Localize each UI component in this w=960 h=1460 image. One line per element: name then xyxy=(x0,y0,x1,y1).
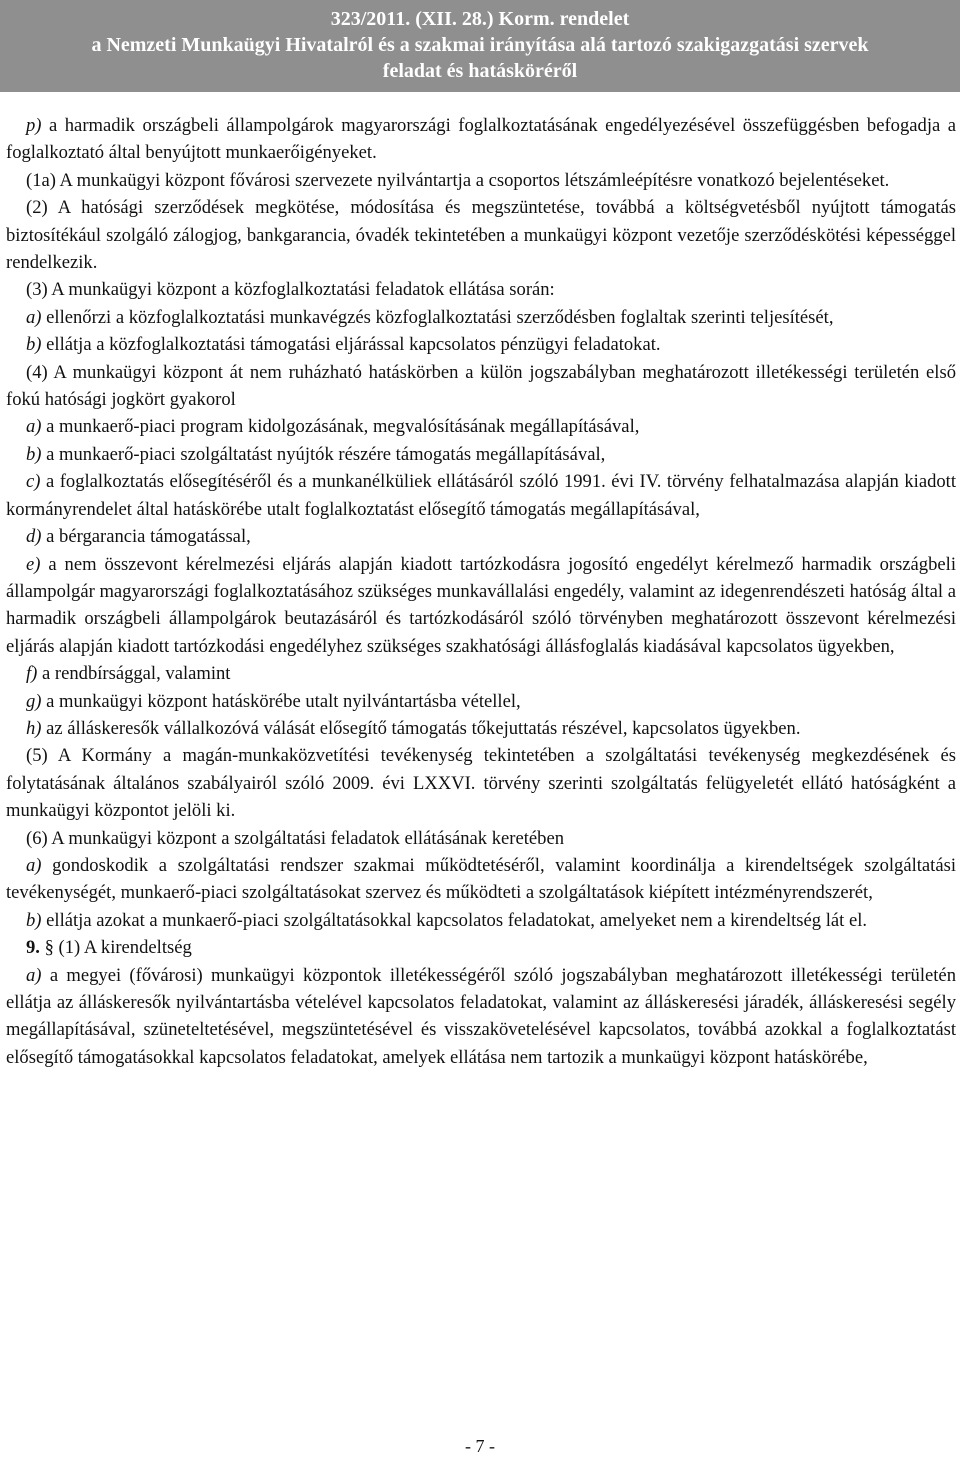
paragraph-4h: h) az álláskeresők vállalkozóvá válását elősegítő támogatás tőkejuttatás részével, kapcsolatos ügyekben. xyxy=(26,717,801,739)
paragraph-4f: f) a rendbírsággal, valamint xyxy=(26,663,231,685)
section-9a: a) a megyei (fővárosi) munkaügyi központok illetékességéről szóló jogszabályban meghatározott illetékességi területén ellátja az álláskeresők nyilvántartásba vételével kapcsolatos feladatokat, valamint az álláskeresési járadék, álláskeresési segély megállapításával, szüneteltetésével, megszüntetésével és visszakövetelésével kapcsolatos, továbbá azokkal a foglalkoztatást elősegítő támogatásokkal kapcsolatos feladatokat, amelyek ellátása nem tartozik a munkaügyi központ hatáskörébe, xyxy=(6,964,956,1068)
paragraph-4b: b) a munkaerő-piaci szolgáltatást nyújtók részére támogatás megállapításával, xyxy=(26,443,606,465)
paragraph-p: p) a harmadik országbeli állampolgárok magyarországi foglalkoztatásának engedélyezésével összefüggésben befogadja a foglalkoztató által benyújtott munkaerőigényeket. xyxy=(6,115,956,164)
header-title: 323/2011. (XII. 28.) Korm. rendelet xyxy=(330,8,630,30)
document-header xyxy=(0,0,960,92)
paragraph-5: (5) A Kormány a magán-munkaközvetítési tevékenység tekintetében a szolgáltatási tevékenység megkezdésének és folytatásának általános szabályairól szóló 2009. évi LXXVI. törvény szerinti szolgáltatás felügyeletét ellátó hatóságként a munkaügyi központot jelöli ki. xyxy=(6,745,956,822)
paragraph-1a: (1a) A munkaügyi központ fővárosi szervezete nyilvántartja a csoportos létszámleépítésre vonatkozó bejelentéseket. xyxy=(26,169,890,191)
paragraph-4: (4) A munkaügyi központ át nem ruházható hatáskörben a külön jogszabályban meghatározott illetékességi területén első fokú hatósági jogkört gyakorol xyxy=(6,361,956,411)
paragraph-4c: c) a foglalkoztatás elősegítéséről és a munkanélküliek ellátásáról szóló 1991. évi IV. törvény felhatalmazása alapján kiadott kormányrendelet által hatáskörébe utalt foglalkoztatást elősegítő támogatás megállapításával, xyxy=(6,471,956,520)
paragraph-3a: a) ellenőrzi a közfoglalkoztatási munkavégzés közfoglalkoztatási szerződésben foglaltak szerinti teljesítését, xyxy=(26,306,834,328)
header-subtitle-2: feladat és hatásköréről xyxy=(382,60,578,82)
paragraph-6b: b) ellátja azokat a munkaerő-piaci szolgáltatásokkal kapcsolatos feladatokat, amelyeket nem a kirendeltség lát el. xyxy=(26,909,868,931)
paragraph-6: (6) A munkaügyi központ a szolgáltatási feladatok ellátásának keretében xyxy=(26,827,564,849)
paragraph-4g: g) a munkaügyi központ hatáskörébe utalt nyilvántartásba vétellel, xyxy=(26,690,521,712)
paragraph-3b: b) ellátja a közfoglalkoztatási támogatási eljárással kapcsolatos pénzügyi feladatokat. xyxy=(26,334,661,356)
paragraph-6a: a) gondoskodik a szolgáltatási rendszer szakmai működtetéséről, valamint koordinálja a kirendeltségek szolgáltatási tevékenységét, munkaerő-piaci szolgáltatásokat szervez és működteti a szolgáltatások kiépített intézményrendszerét, xyxy=(6,854,956,904)
document-body xyxy=(6,112,956,1071)
page-number: - 7 - xyxy=(465,1436,495,1456)
paragraph-3: (3) A munkaügyi központ a közfoglalkoztatási feladatok ellátása során: xyxy=(26,279,555,301)
header-subtitle: a Nemzeti Munkaügyi Hivatalról és a szakmai irányítása alá tartozó szakigazgatási szervek xyxy=(91,34,869,56)
paragraph-2: (2) A hatósági szerződések megkötése, módosítása és megszüntetése, továbbá a költségvetésből nyújtott támogatás biztosítékául szolgáló zálogjog, bankgarancia, óvadék tekintetében a munkaügyi központ vezetője szerződéskötési képességgel rendelkezik. xyxy=(6,197,956,274)
section-9: 9. § (1) A kirendeltség xyxy=(26,937,192,959)
paragraph-4a: a) a munkaerő-piaci program kidolgozásának, megvalósításának megállapításával, xyxy=(26,416,640,438)
paragraph-4e: e) a nem összevont kérelmezési eljárás alapján kiadott tartózkodásra jogosító engedélyt kérelmező harmadik országbeli állampolgár magyarországi foglalkoztatásához szükséges munkavállalási engedély, valamint az idegenrendészeti hatóság által a harmadik országbeli állampolgárok beutazásáról és tartózkodásáról szóló törvényben meghatározott összevont kérelmezési eljárás alapján kiadott tartózkodási engedélyhez szükséges szakhatósági állásfoglalás kiadásával kapcsolatos ügyekben, xyxy=(6,553,956,657)
paragraph-4d: d) a bérgarancia támogatással, xyxy=(26,526,251,548)
